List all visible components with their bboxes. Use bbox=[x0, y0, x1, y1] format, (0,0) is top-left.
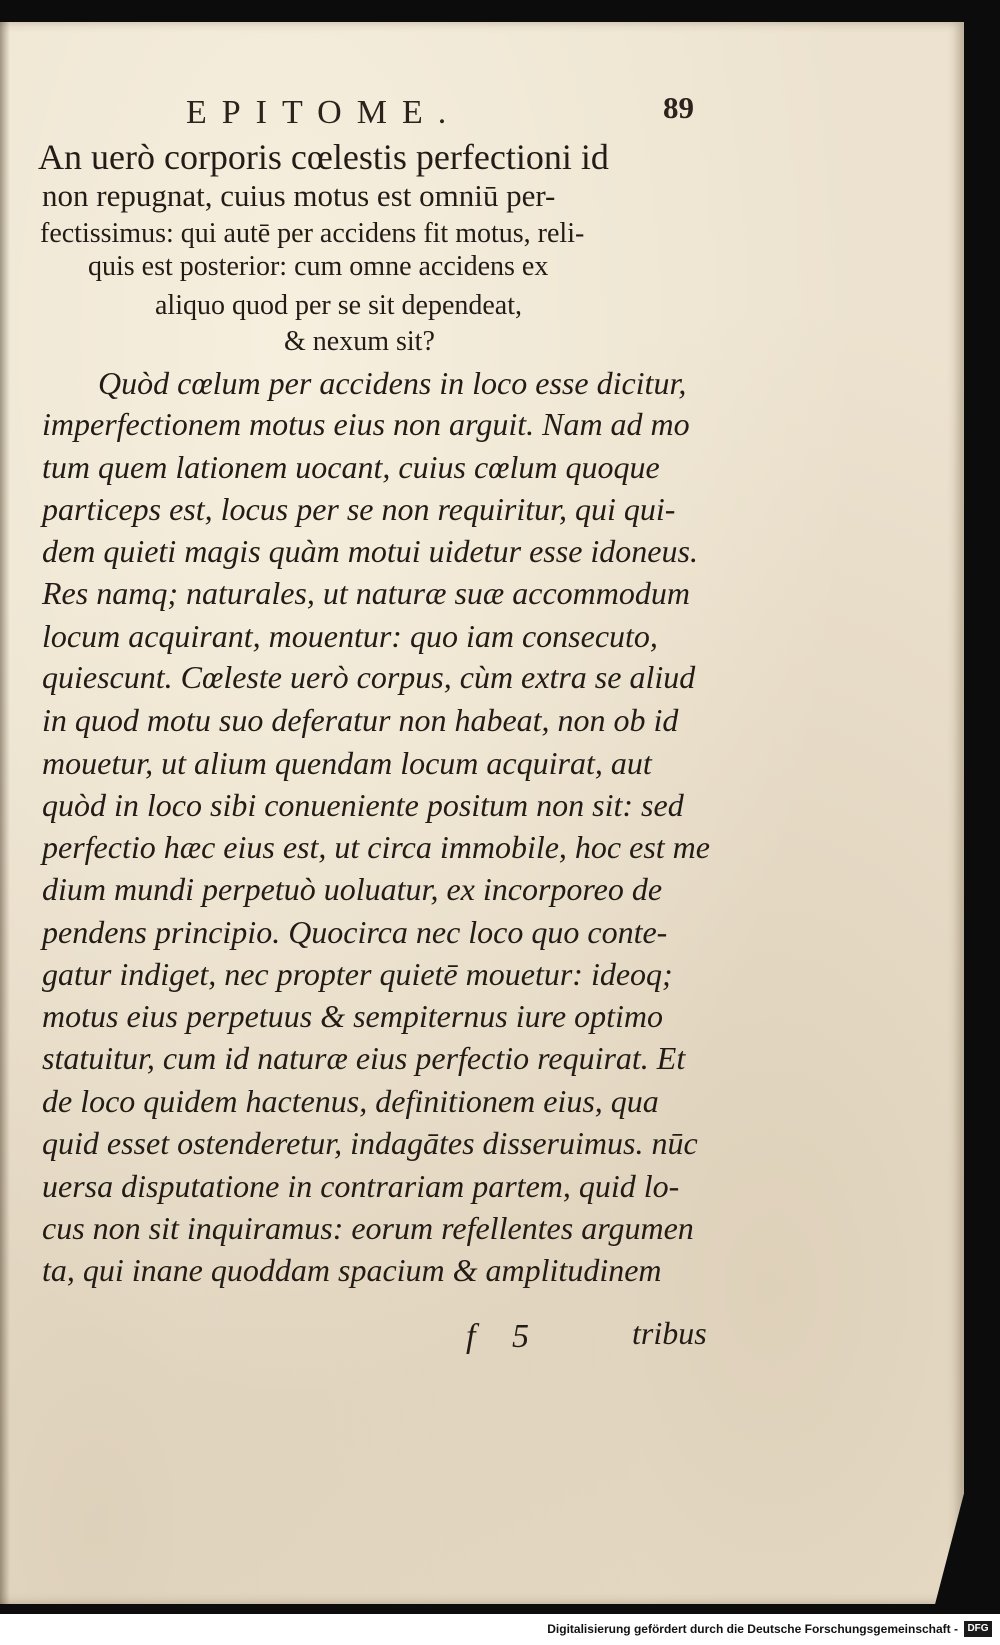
answer-line-16: motus eius perpetuus & sempiternus iure optimo bbox=[42, 998, 663, 1034]
question-line-1: An uerò corporis cœlestis perfectioni id bbox=[38, 137, 609, 177]
funding-credit: Digitalisierung gefördert durch die Deutsche Forschungsgemeinschaft - bbox=[547, 1622, 958, 1636]
answer-line-8: quiescunt. Cœleste uerò corpus, cùm extra se aliud bbox=[42, 659, 696, 695]
answer-line-20: uersa disputatione in contrariam partem, quid lo- bbox=[42, 1168, 680, 1204]
question-line-4: quis est posterior: cum omne accidens ex bbox=[88, 251, 549, 282]
answer-line-15: gatur indiget, nec propter quietē mouetur: ideoq; bbox=[42, 956, 673, 992]
answer-line-13: dium mundi perpetuò uoluatur, ex incorporeo de bbox=[42, 871, 663, 907]
answer-line-22: ta, qui inane quoddam spacium & amplitudinem bbox=[42, 1252, 662, 1288]
answer-line-21: cus non sit inquiramus: eorum refellentes argumen bbox=[42, 1210, 694, 1246]
answer-line-4: particeps est, locus per se non requiritur, qui qui- bbox=[42, 491, 676, 527]
question-line-5: aliquo quod per se sit dependeat, bbox=[155, 290, 523, 321]
page-gutter-shadow bbox=[0, 22, 10, 1604]
answer-line-14: pendens principio. Quocirca nec loco quo conte- bbox=[42, 914, 668, 950]
catchword: tribus bbox=[632, 1315, 707, 1351]
question-line-2: non repugnat, cuius motus est omniū per- bbox=[42, 178, 556, 213]
signature-mark: f 5 bbox=[466, 1318, 543, 1355]
answer-line-2: imperfectionem motus eius non arguit. Nam ad mo bbox=[42, 406, 690, 442]
dfg-logo-icon: DFG bbox=[964, 1621, 992, 1637]
running-head: EPITOME. bbox=[186, 94, 462, 131]
answer-line-18: de loco quidem hactenus, definitionem eius, qua bbox=[42, 1083, 659, 1119]
question-line-6: & nexum sit? bbox=[284, 326, 435, 357]
answer-line-9: in quod motu suo deferatur non habeat, non ob id bbox=[42, 702, 679, 738]
answer-line-11: quòd in loco sibi conueniente positum non sit: sed bbox=[42, 787, 684, 823]
answer-line-6: Res namq; naturales, ut naturæ suæ accommodum bbox=[42, 575, 690, 611]
question-line-3: fectissimus: qui autē per accidens fit motus, reli- bbox=[40, 218, 585, 249]
answer-line-7: locum acquirant, mouentur: quo iam consecuto, bbox=[42, 618, 658, 654]
answer-line-10: mouetur, ut alium quendam locum acquirat, aut bbox=[42, 745, 652, 781]
page-number: 89 bbox=[663, 90, 694, 125]
answer-line-3: tum quem lationem uocant, cuius cœlum quoque bbox=[42, 449, 660, 485]
footer-bar bbox=[0, 1614, 1000, 1645]
answer-line-19: quid esset ostenderetur, indagātes disseruimus. nūc bbox=[42, 1125, 698, 1161]
answer-line-17: statuitur, cum id naturæ eius perfectio requirat. Et bbox=[42, 1040, 686, 1076]
answer-line-12: perfectio hæc eius est, ut circa immobile, hoc est me bbox=[42, 829, 710, 865]
answer-line-1: Quòd cœlum per accidens in loco esse dicitur, bbox=[98, 365, 687, 401]
answer-line-5: dem quieti magis quàm motui uidetur esse idoneus. bbox=[42, 533, 698, 569]
